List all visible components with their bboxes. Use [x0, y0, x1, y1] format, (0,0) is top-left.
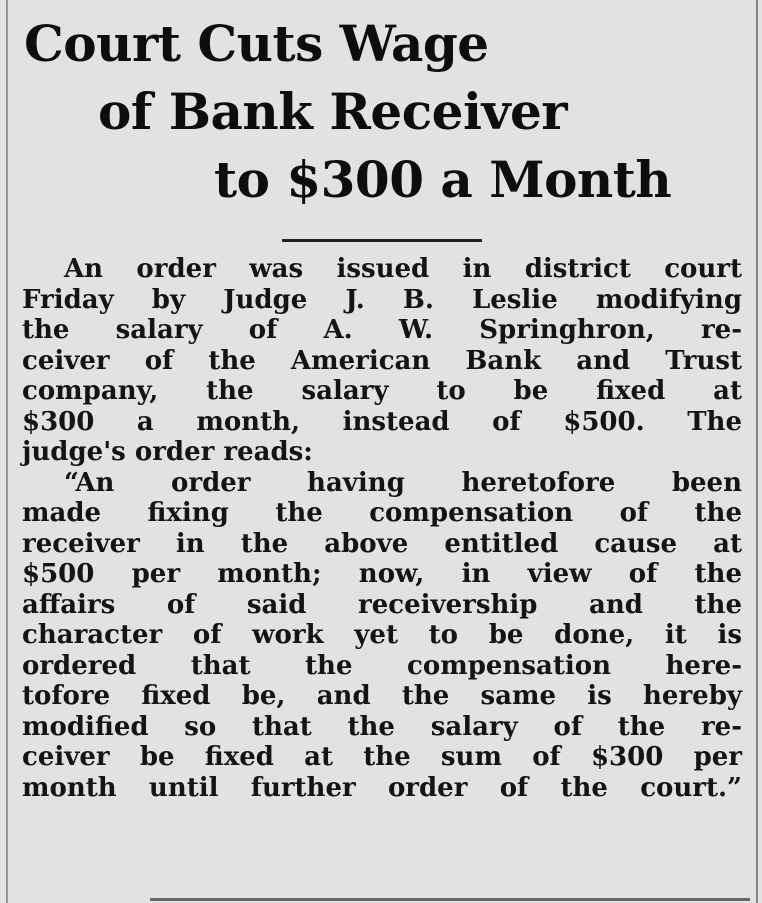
- body-line: company, the salary to be fixed at: [22, 376, 742, 406]
- body-line: “An order having heretofore been: [64, 467, 742, 498]
- body-line: month until further order of the court.”: [22, 772, 742, 803]
- body-line: ordered that the compensation here-: [22, 650, 742, 681]
- column-rule-left: [6, 0, 8, 903]
- body-line: tofore fixed be, and the same is hereby: [22, 681, 742, 711]
- headline-line-1: Court Cuts Wage: [24, 14, 489, 73]
- body-line: modified so that the salary of the re-: [22, 711, 742, 742]
- body-line: receiver in the above entitled cause at: [22, 528, 742, 559]
- body-line: character of work yet to be done, it is: [22, 620, 742, 650]
- article-body: [22, 254, 742, 803]
- bottom-rule: [150, 898, 750, 901]
- body-line: affairs of said receivership and the: [22, 589, 742, 620]
- body-line: An order was issued in district court: [64, 254, 742, 284]
- body-line: ceiver of the American Bank and Trust: [22, 345, 742, 376]
- headline-line-3: to $300 a Month: [214, 150, 672, 209]
- headline-line-2: of Bank Receiver: [98, 82, 568, 141]
- body-line: $500 per month; now, in view of the: [22, 559, 742, 589]
- column-rule-right: [756, 0, 758, 903]
- body-line: ceiver be fixed at the sum of $300 per: [22, 742, 742, 772]
- body-line: judge's order reads:: [22, 437, 313, 467]
- headline-divider: [282, 239, 482, 242]
- body-line: made fixing the compensation of the: [22, 498, 742, 528]
- body-line: the salary of A. W. Springhron, re-: [22, 315, 742, 345]
- body-line: $300 a month, instead of $500. The: [22, 406, 742, 437]
- body-line: Friday by Judge J. B. Leslie modifying: [22, 284, 742, 315]
